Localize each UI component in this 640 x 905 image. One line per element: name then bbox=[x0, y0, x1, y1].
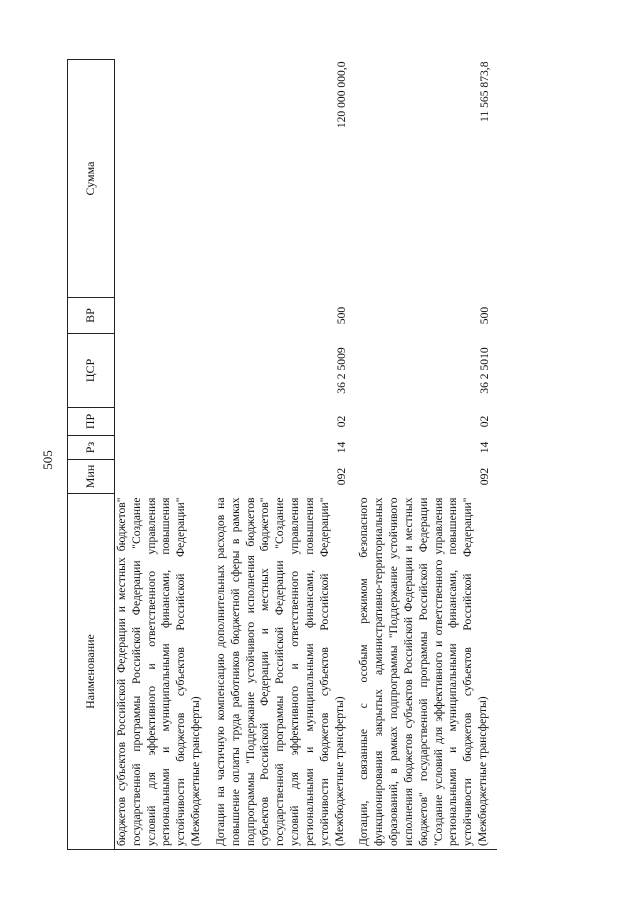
table-row bbox=[115, 60, 210, 850]
row-rz: 14 bbox=[478, 441, 492, 454]
row-vr: 500 bbox=[334, 306, 348, 325]
row-vr bbox=[115, 298, 210, 334]
row-min: 092 bbox=[334, 467, 348, 486]
row-name: Дотации, связанные с особым режимом безопасного функционирования закрытых административно-территориальных образований, в рамках подпрограммы "Поддержание устойчивого исполнения бюджетов субъектов Российской Федерации и местных бюджетов" государственной программы Российской Федерации "Создание условий для эффективного и ответственного управления региональными и муниципальными финансами, повышения устойчивости бюджетов субъектов Российской Федерации" (Межбюджетные трансферты) bbox=[353, 494, 496, 850]
row-csr: 36 2 5009 bbox=[334, 347, 348, 394]
row-min: 092 bbox=[478, 467, 492, 486]
header-rz: Рз bbox=[68, 436, 115, 460]
header-sum: Сумма bbox=[68, 60, 115, 298]
header-name: Наименование bbox=[68, 494, 115, 850]
row-pr: 02 bbox=[334, 415, 348, 428]
row-rz: 14 bbox=[334, 441, 348, 454]
row-pr bbox=[115, 408, 210, 436]
budget-table bbox=[67, 59, 497, 850]
rotated-page bbox=[67, 60, 602, 850]
row-sum: 120 000 000,0 bbox=[334, 61, 348, 129]
header-pr: ПР bbox=[68, 408, 115, 436]
row-csr: 36 2 5010 bbox=[478, 347, 492, 394]
table-header-row bbox=[68, 60, 115, 850]
header-min: Мин bbox=[68, 460, 115, 494]
row-name: Дотации на частичную компенсацию дополнительных расходов на повышение оплаты труда работников бюджетной сферы в рамках подпрограммы "Поддержание устойчивого исполнения бюджетов субъектов Российской Федерации и местных бюджетов" государственной программы Российской Федерации "Создание условий для эффективного и ответственного управления региональными и муниципальными финансами, повышения устойчивости бюджетов субъектов Российской Федерации" (Межбюджетные трансферты) bbox=[210, 494, 353, 850]
header-vr: ВР bbox=[68, 298, 115, 334]
row-pr: 02 bbox=[478, 415, 492, 428]
table-row bbox=[353, 60, 496, 850]
page-number: 505 bbox=[39, 450, 55, 470]
row-name: бюджетов субъектов Российской Федерации и местных бюджетов" государственной программы Российской Федерации "Создание условий для эффективного и ответственного управления региональными и муниципальными финансами, повышения устойчивости бюджетов субъектов Российской Федерации" (Межбюджетные трансферты) bbox=[115, 494, 210, 850]
table-row bbox=[210, 60, 353, 850]
row-csr bbox=[115, 334, 210, 408]
row-sum bbox=[115, 60, 210, 298]
row-vr: 500 bbox=[478, 306, 492, 325]
row-min bbox=[115, 460, 210, 494]
row-rz bbox=[115, 436, 210, 460]
header-csr: ЦСР bbox=[68, 334, 115, 408]
row-sum: 11 565 873,8 bbox=[478, 61, 492, 122]
